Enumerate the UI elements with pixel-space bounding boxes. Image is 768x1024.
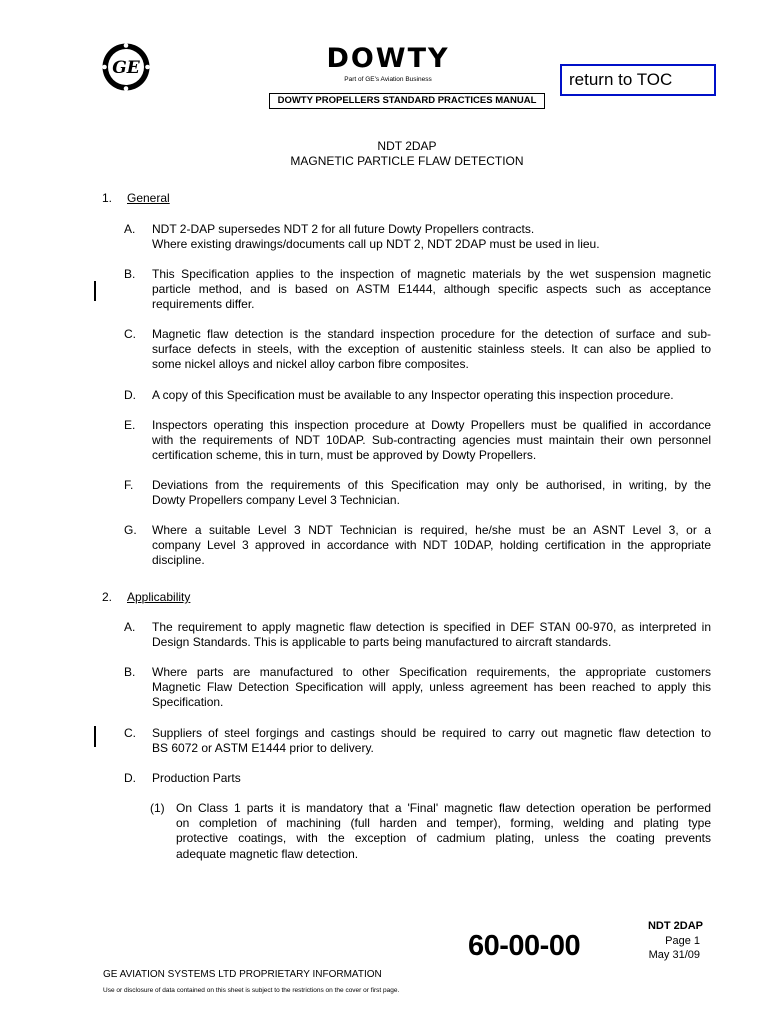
paragraph-line: with the requirements of NDT 10DAP. Sub-contracting agencies must maintain their own personnel (152, 433, 711, 448)
paragraph-line: BS 6072 or ASTM E1444 prior to delivery. (152, 741, 374, 756)
paragraph-1f (152, 478, 711, 508)
paragraph-line: some nickel alloys and nickel alloy carbon fibre composites. (152, 357, 469, 372)
document-title: MAGNETIC PARTICLE FLAW DETECTION (290, 154, 524, 168)
footer-chapter-number: 60-00-00 (468, 930, 581, 962)
paragraph-line: Where parts are manufactured to other Specification requirements, the appropriate customers (152, 665, 711, 679)
ge-logo (101, 42, 151, 92)
paragraph-line: protective coatings, with the exception of cadmium plating, unless the coating prevents (176, 831, 711, 846)
paragraph-1b (152, 267, 711, 313)
paragraph-line: Inspectors operating this inspection procedure at Dowty Propellers must be qualified in accordance (152, 418, 711, 432)
paragraph-2b (152, 665, 711, 711)
item-letter: E. (124, 418, 136, 432)
footer-restriction-note: Use or disclosure of data contained on this sheet is subject to the restrictions on the cover or first page. (103, 987, 400, 994)
paragraph-line: Dowty Propellers company Level 3 Technician. (152, 493, 400, 508)
paragraph-line: requirements differ. (152, 297, 255, 312)
item-letter: B. (124, 267, 136, 281)
paragraph-line: discipline. (152, 553, 205, 568)
paragraph-line: The requirement to apply magnetic flaw detection is specified in DEF STAN 00-970, as interpreted in (152, 620, 711, 634)
paragraph-1g (152, 523, 711, 569)
paragraph-line: On Class 1 parts it is mandatory that a 'Final' magnetic flaw detection operation be performed (176, 801, 711, 815)
paragraph-line: surface defects in steels, with the exception of austenitic stainless steels. It can also be applied to (152, 342, 711, 357)
item-letter: F. (124, 478, 134, 492)
sub-item-number: (1) (150, 801, 165, 815)
return-to-toc-link[interactable]: return to TOC (560, 64, 716, 96)
manual-title: DOWTY PROPELLERS STANDARD PRACTICES MANUAL (269, 93, 545, 109)
footer-doc-code: NDT 2DAP (647, 920, 703, 932)
paragraph-line: A copy of this Specification must be available to any Inspector operating this inspection procedure. (152, 388, 674, 402)
paragraph-line: Deviations from the requirements of this Specification may only be authorised, in writing, by the (152, 478, 711, 492)
item-letter: D. (124, 771, 136, 785)
item-letter: G. (124, 523, 137, 537)
paragraph-line: This Specification applies to the inspection of magnetic materials by the wet suspension magnetic (152, 267, 711, 281)
paragraph-2d1 (176, 801, 711, 862)
paragraph-1a (152, 222, 711, 252)
paragraph-2a (152, 620, 711, 650)
paragraph-1e (152, 418, 711, 464)
change-bar (94, 726, 96, 747)
paragraph-line: NDT 2-DAP supersedes NDT 2 for all future Dowty Propellers contracts. (152, 222, 535, 236)
section-number: 2. (102, 590, 113, 604)
item-letter: B. (124, 665, 136, 679)
paragraph-line: Where existing drawings/documents call up NDT 2, NDT 2DAP must be used in lieu. (152, 237, 600, 252)
document-code: NDT 2DAP (377, 139, 437, 153)
paragraph-line: Magnetic Flaw Detection Specification will apply, unless agreement has been reached to apply this (152, 680, 711, 695)
paragraph-2c (152, 726, 711, 756)
paragraph-line: particle method, and is based on ASTM E1444, although specific aspects such as acceptance (152, 282, 711, 297)
paragraph-line: Design Standards. This is applicable to parts being manufactured to aircraft standards. (152, 635, 612, 650)
ge-logo-text: GE (112, 58, 140, 78)
section-heading-applicability: Applicability (127, 590, 191, 604)
paragraph-line: Production Parts (152, 771, 241, 785)
paragraph-line: Suppliers of steel forgings and castings should be required to carry out magnetic flaw detection to (152, 726, 711, 740)
paragraph-line: Magnetic flaw detection is the standard inspection procedure for the detection of surface and sub- (152, 327, 711, 341)
dowty-brand-logo: DOWTY (326, 43, 450, 74)
footer-proprietary-notice: GE AVIATION SYSTEMS LTD PROPRIETARY INFORMATION (103, 969, 382, 980)
paragraph-line: Where a suitable Level 3 NDT Technician is required, he/she must be an ASNT Level 3, or a (152, 523, 711, 537)
footer-date: May 31/09 (648, 949, 700, 961)
section-heading-general: General (127, 191, 170, 205)
section-number: 1. (102, 191, 113, 205)
item-letter: A. (124, 620, 136, 634)
change-bar (94, 281, 96, 301)
paragraph-1c (152, 327, 711, 373)
paragraph-line: Specification. (152, 695, 224, 710)
paragraph-line: certification scheme, this in turn, must be approved by Dowty Propellers. (152, 448, 537, 463)
item-letter: D. (124, 388, 136, 402)
paragraph-line: adequate magnetic flaw detection. (176, 846, 359, 861)
paragraph-line: company Level 3 approved in accordance with NDT 10DAP, holding certification in the appropriate (152, 538, 711, 553)
paragraph-1d (152, 388, 711, 403)
brand-subtitle: Part of GE's Aviation Business (344, 76, 432, 83)
paragraph-line: on completion of machining (full harden and temper), forming, welding and plating type (176, 816, 711, 831)
footer-page-number: Page 1 (665, 935, 700, 947)
paragraph-2d (152, 771, 711, 786)
item-letter: C. (124, 327, 136, 341)
item-letter: A. (124, 222, 136, 236)
item-letter: C. (124, 726, 136, 740)
